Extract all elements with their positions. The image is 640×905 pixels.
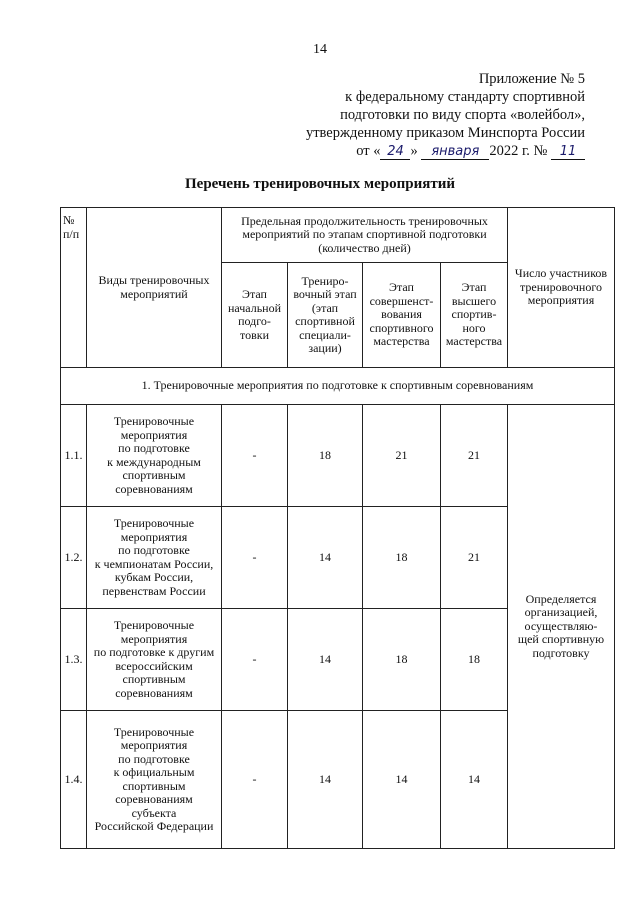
row-value-stage3: 18 xyxy=(363,507,441,609)
header-activity xyxy=(87,208,222,368)
page-number: 14 xyxy=(313,42,327,57)
header-participants xyxy=(508,208,615,368)
date-day-suffix: » xyxy=(410,143,418,159)
section-row xyxy=(61,368,615,405)
row-value-stage2: 14 xyxy=(288,609,363,711)
handwritten-month: января xyxy=(421,145,489,160)
row-value-stage4: 21 xyxy=(441,405,508,507)
row-value-stage4: 14 xyxy=(441,711,508,849)
row-value-stage1: - xyxy=(222,711,288,849)
row-value-stage3: 14 xyxy=(363,711,441,849)
document-title: Перечень тренировочных мероприятий xyxy=(185,176,455,192)
row-value-stage2: 18 xyxy=(288,405,363,507)
row-num: 1.4. xyxy=(61,711,87,849)
participants-text: Определяется организацией, осуществляю- щей спортивную подготовку xyxy=(517,591,605,660)
row-activity-text: Тренировочные мероприятия по подготовке к чемпионатам России, кубкам России, первенствам России xyxy=(94,516,214,598)
participants-cell xyxy=(508,405,615,849)
row-activity-name xyxy=(87,609,222,711)
row-value-stage4: 21 xyxy=(441,507,508,609)
header-stage4-text: Этап высшего спортив- ного мастерства xyxy=(445,280,503,349)
table-header-row xyxy=(61,208,615,263)
header-activity-text: Виды тренировочных мероприятий xyxy=(98,273,210,301)
row-value-stage3: 18 xyxy=(363,609,441,711)
header-num-text: № п/п xyxy=(63,213,80,241)
activities-table xyxy=(60,207,615,849)
appendix-line: Приложение № 5 xyxy=(478,71,585,87)
row-num: 1.3. xyxy=(61,609,87,711)
row-num: 1.2. xyxy=(61,507,87,609)
appendix-block xyxy=(306,70,585,160)
header-num xyxy=(61,208,87,368)
appendix-line: подготовки по виду спорта «волейбол», xyxy=(340,107,585,123)
table-row xyxy=(61,405,615,507)
header-participants-text: Число участников тренировочного мероприятия xyxy=(514,266,608,308)
header-stage2 xyxy=(288,263,363,368)
appendix-line: к федеральному стандарту спортивной xyxy=(345,89,585,105)
row-value-stage1: - xyxy=(222,405,288,507)
appendix-date-line xyxy=(306,142,585,160)
header-stage3 xyxy=(363,263,441,368)
row-value-stage4: 18 xyxy=(441,609,508,711)
header-stage4 xyxy=(441,263,508,368)
row-activity-text: Тренировочные мероприятия по подготовке к международным спортивным соревнованиям xyxy=(107,414,201,496)
header-duration-text: Предельная продолжительность тренировочных мероприятий по этапам спортивной подготовки (количество дней) xyxy=(241,213,488,255)
row-activity-name xyxy=(87,405,222,507)
row-value-stage2: 14 xyxy=(288,507,363,609)
row-activity-text: Тренировочные мероприятия по подготовке к другим всероссийским спортивным соревнованиям xyxy=(93,618,215,700)
row-value-stage2: 14 xyxy=(288,711,363,849)
date-year-text: 2022 г. № xyxy=(489,143,548,159)
row-activity-name xyxy=(87,507,222,609)
header-duration-group xyxy=(222,208,508,263)
row-num: 1.1. xyxy=(61,405,87,507)
section-title: 1. Тренировочные мероприятия по подготовке к спортивным соревнованиям xyxy=(61,368,615,405)
appendix-line: утвержденному приказом Минспорта России xyxy=(305,125,585,141)
row-value-stage1: - xyxy=(222,507,288,609)
header-stage1-text: Этап начальной подго- товки xyxy=(227,287,282,342)
row-activity-text: Тренировочные мероприятия по подготовке к официальным спортивным соревнованиям субъекта Российской Федерации xyxy=(94,724,214,833)
header-stage1 xyxy=(222,263,288,368)
row-activity-name xyxy=(87,711,222,849)
handwritten-order-number: 11 xyxy=(551,145,585,160)
header-stage3-text: Этап совершенст- вования спортивного мастерства xyxy=(369,280,434,349)
handwritten-day: 24 xyxy=(380,145,410,160)
row-value-stage3: 21 xyxy=(363,405,441,507)
header-stage2-text: Трениро- вочный этап (этап спортивной специали- зации) xyxy=(293,273,357,355)
row-value-stage1: - xyxy=(222,609,288,711)
date-prefix: от « xyxy=(356,143,381,159)
